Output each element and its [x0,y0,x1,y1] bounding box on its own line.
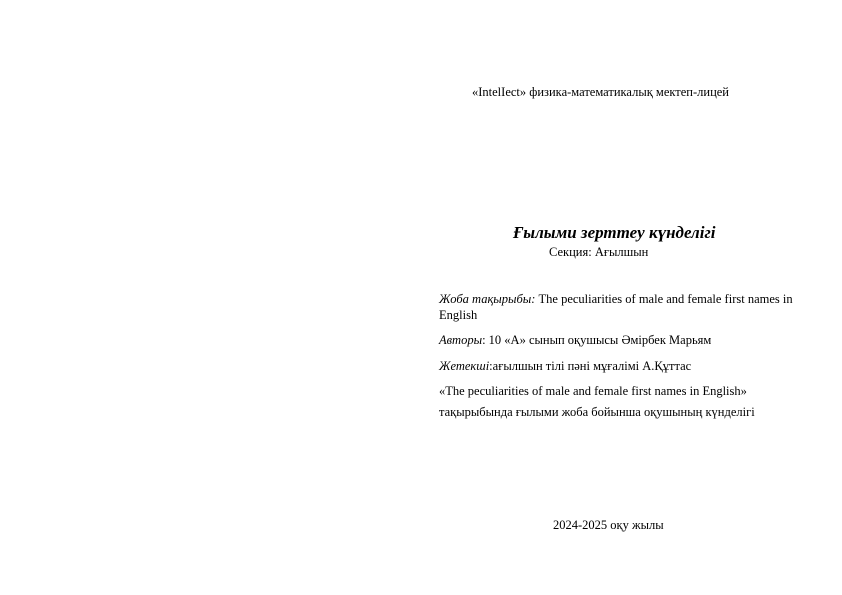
diary-description: тақырыбында ғылыми жоба бойынша оқушының күнделігі [439,404,755,419]
document-title: Ғылыми зерттеу күнделігі [513,223,716,242]
project-topic-line [439,292,794,323]
supervisor-label: Жетекші [439,358,490,373]
author-value: : 10 «А» сынып оқушысы Әмірбек Марьям [482,333,712,347]
topic-quote: «The peculiarities of male and female first names in English» [439,384,747,398]
project-topic-label: Жоба тақырыбы: [439,292,536,306]
author-label: Авторы [439,333,483,347]
supervisor-value: :ағылшын тілі пәні мұғалімі А.Құттас [489,358,692,373]
academic-year: 2024-2025 оқу жылы [553,518,664,532]
section-label: Секция: Ағылшын [549,245,649,259]
author-line [439,333,794,349]
project-topic-value: The peculiarities of male and female first names in English [439,292,793,322]
school-name: «IntelIect» физика-математикалық мектеп-лицей [472,85,729,99]
project-info-block [439,292,794,430]
supervisor-line [439,359,794,375]
